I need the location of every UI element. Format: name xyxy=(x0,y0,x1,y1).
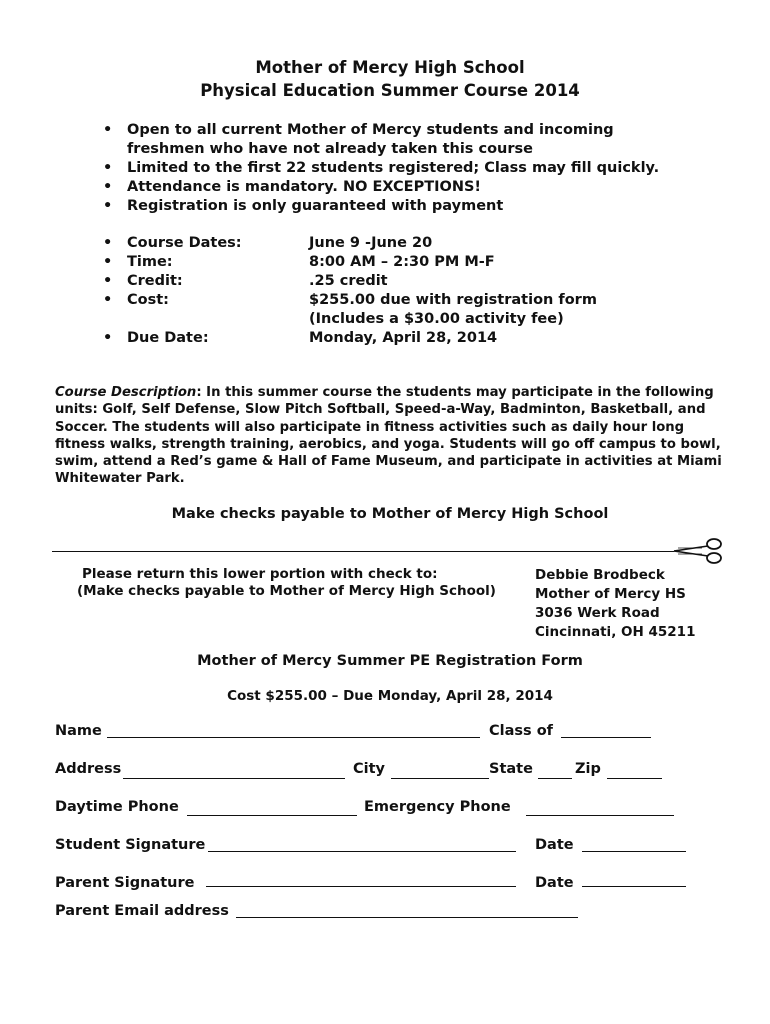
zip-field[interactable] xyxy=(607,778,662,779)
detail-label-dates: Course Dates: xyxy=(127,235,242,251)
student-date-field[interactable] xyxy=(582,851,686,852)
bullet-open-cont: freshmen who have not already taken this course xyxy=(127,141,533,157)
detail-value-cost: $255.00 due with registration form xyxy=(309,292,597,308)
city-field[interactable] xyxy=(391,778,489,779)
bullet-open: Open to all current Mother of Mercy students and incoming xyxy=(127,122,614,138)
daytime-phone-label: Daytime Phone xyxy=(55,799,179,815)
address-name: Debbie Brodbeck xyxy=(535,567,665,583)
emergency-phone-label: Emergency Phone xyxy=(364,799,511,815)
return-checks-note: (Make checks payable to Mother of Mercy High School) xyxy=(77,583,496,599)
name-label: Name xyxy=(55,723,102,739)
state-field[interactable] xyxy=(538,778,572,779)
course-title: Physical Education Summer Course 2014 xyxy=(200,81,580,100)
student-date-label: Date xyxy=(535,837,574,853)
form-title: Mother of Mercy Summer PE Registration Form xyxy=(197,653,583,669)
address-city: Cincinnati, OH 45211 xyxy=(535,624,696,640)
bullet-attendance: Attendance is mandatory. NO EXCEPTIONS! xyxy=(127,179,482,195)
description-label: Course Description xyxy=(55,385,197,400)
detail-value-credit: .25 credit xyxy=(309,273,388,289)
course-details: • Course Dates: June 9 -June 20 • Time: 8:00 AM – 2:30 PM M-F • Credit: .25 credit • Cost: $255.00 due with registration form (Includes a $30.00 activity fee) • Due Date: Monday, April 28, 2014 xyxy=(103,235,597,346)
detail-label-cost: Cost: xyxy=(127,292,169,308)
student-signature-field[interactable] xyxy=(208,851,516,852)
detail-label-due: Due Date: xyxy=(127,330,209,346)
detail-label-credit: Credit: xyxy=(127,273,183,289)
name-field[interactable] xyxy=(107,737,480,738)
class-of-label: Class of xyxy=(489,723,553,739)
address-label: Address xyxy=(55,761,122,777)
checks-payable-note: Make checks payable to Mother of Mercy High School xyxy=(171,506,609,522)
address-street: 3036 Werk Road xyxy=(535,605,660,621)
parent-email-field[interactable] xyxy=(236,917,578,918)
parent-date-label: Date xyxy=(535,875,574,891)
scissors-icon xyxy=(672,537,724,565)
detail-value-dates: June 9 -June 20 xyxy=(309,235,433,251)
detail-value-fee: (Includes a $30.00 activity fee) xyxy=(309,311,564,327)
parent-signature-label: Parent Signature xyxy=(55,875,195,891)
course-description xyxy=(55,384,735,488)
emergency-phone-field[interactable] xyxy=(526,815,674,816)
address-field[interactable] xyxy=(123,778,345,779)
form-cost-line: Cost $255.00 – Due Monday, April 28, 2014 xyxy=(227,688,553,704)
parent-email-label: Parent Email address xyxy=(55,903,229,919)
city-label: City xyxy=(353,761,385,777)
daytime-phone-field[interactable] xyxy=(187,815,357,816)
class-of-field[interactable] xyxy=(561,737,651,738)
cut-line xyxy=(52,551,674,552)
zip-label: Zip xyxy=(575,761,601,777)
bullet-registration: Registration is only guaranteed with payment xyxy=(127,198,504,214)
detail-value-due: Monday, April 28, 2014 xyxy=(309,330,498,346)
bullet-limited: Limited to the first 22 students registered; Class may fill quickly. xyxy=(127,160,660,176)
detail-label-time: Time: xyxy=(127,254,173,270)
info-bullets: • Open to all current Mother of Mercy students and incoming freshmen who have not already taken this course • Limited to the first 22 students registered; Class may fill quickly. • Attendance is mandatory. NO EXCEPTIONS! • Registration is only guaranteed with payment xyxy=(103,122,660,214)
detail-value-time: 8:00 AM – 2:30 PM M-F xyxy=(309,254,495,270)
address-school: Mother of Mercy HS xyxy=(535,586,686,602)
return-instructions: Please return this lower portion with check to: xyxy=(82,566,438,582)
student-signature-label: Student Signature xyxy=(55,837,206,853)
description-text: : In this summer course the students may participate in the following units: Golf, Self Defense, Slow Pitch Softball, Speed-a-Way, Badminton, Basketball, and Soccer. The students will also participate in fitness activities such as daily hour long fitness walks, strength training, aerobics, and yoga. Students will go off campus to bowl, swim, attend a Red’s game & Hall of Fame Museum, and participate in activities at Miami Whitewater Park. xyxy=(55,385,722,487)
parent-signature-field[interactable] xyxy=(206,886,516,887)
state-label: State xyxy=(489,761,533,777)
return-address xyxy=(535,566,695,642)
parent-date-field[interactable] xyxy=(582,886,686,887)
school-title: Mother of Mercy High School xyxy=(255,58,525,77)
